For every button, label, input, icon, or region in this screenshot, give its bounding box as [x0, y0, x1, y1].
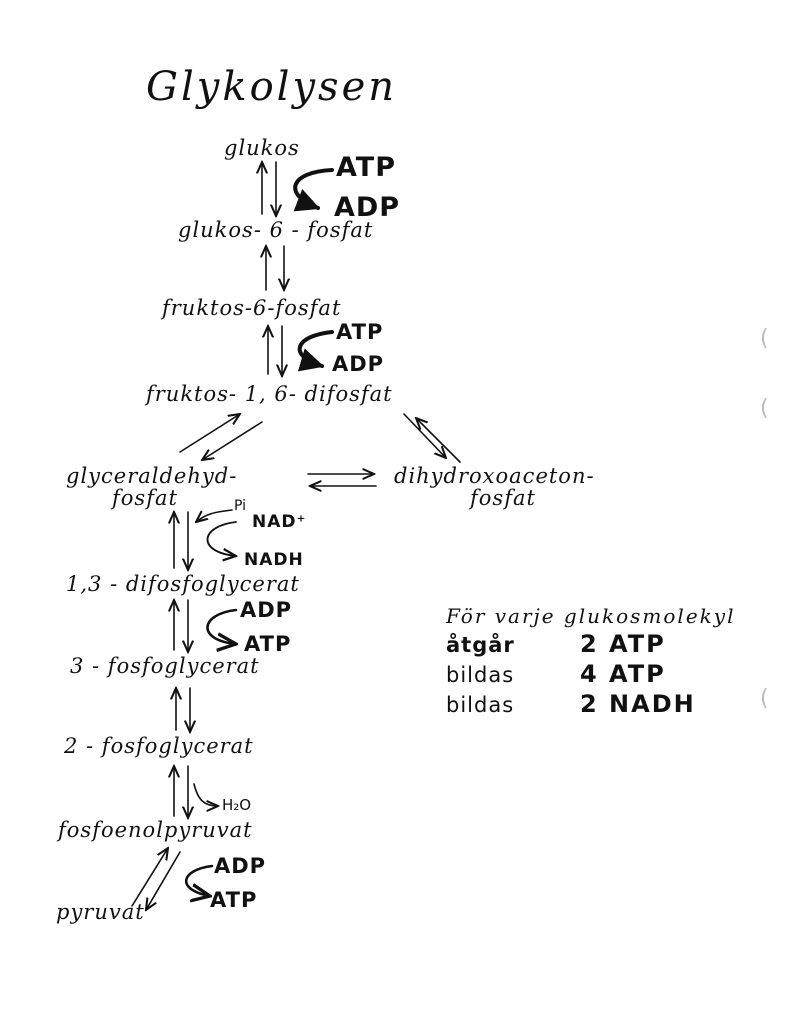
summary-row [446, 660, 735, 688]
arrow-split-right-a [404, 414, 446, 458]
metabolite-3-fosfoglycerat: 3 - fosfoglycerat [70, 654, 260, 678]
metabolite-glyceraldehyd-line2: fosfat [112, 486, 178, 510]
summary-verb: bildas [446, 693, 515, 717]
summary-quantity: 4 ATP [580, 660, 666, 688]
cofactor-atp-step3: ATP [336, 320, 384, 344]
summary-row [446, 690, 735, 718]
metabolite-2-fosfoglycerat: 2 - fosfoglycerat [64, 734, 254, 758]
metabolite-pyruvat: pyruvat [56, 900, 145, 924]
curve-step1-atp [295, 170, 332, 208]
metabolite-dihydroxiaceton-line2: fosfat [470, 486, 536, 510]
arrow-step10-b [146, 852, 180, 910]
summary-quantity: 2 ATP [580, 630, 666, 658]
metabolite-glyceraldehyd-line1: glyceraldehyd- [66, 464, 238, 488]
summary-verb: bildas [446, 663, 515, 687]
summary-box [446, 604, 735, 718]
page-title: Glykolysen [146, 64, 398, 110]
cofactor-atp-step10: ATP [210, 888, 258, 912]
cofactor-water: H₂O [222, 796, 252, 814]
metabolite-fruktos-6-fosfat: fruktos-6-fosfat [162, 296, 342, 320]
summary-verb: åtgår [446, 633, 515, 657]
curve-step7-adp [207, 610, 236, 644]
curve-step6-pi [196, 510, 232, 522]
cofactor-nad: NAD⁺ [252, 512, 307, 532]
arrow-split-left-b [202, 422, 262, 460]
metabolite-fosfoenolpyruvat: fosfoenolpyruvat [58, 818, 253, 842]
summary-row [446, 630, 735, 658]
arrow-split-right-b [416, 418, 460, 462]
metabolite-1-3-difosfoglycerat: 1,3 - difosfoglycerat [66, 572, 300, 596]
metabolite-glukos-6-fosfat: glukos- 6 - fosfat [178, 218, 374, 242]
curve-step10-adp [186, 866, 212, 896]
cofactor-adp-step7: ADP [240, 598, 293, 622]
cofactor-nadh: NADH [244, 550, 304, 570]
cofactor-atp-step7: ATP [244, 632, 292, 656]
punch-hole-mark: ( [760, 396, 769, 421]
cofactor-adp-step3: ADP [332, 352, 385, 376]
curve-step3-atp [300, 332, 332, 366]
arrow-split-left-a [180, 414, 240, 452]
metabolite-fruktos-1-6-difosfat: fruktos- 1, 6- difosfat [146, 382, 393, 406]
punch-hole-mark: ( [760, 686, 769, 711]
summary-heading: För varje glukosmolekyl [446, 604, 736, 628]
summary-quantity: 2 NADH [580, 690, 696, 718]
cofactor-pi: Pi [234, 498, 247, 514]
metabolite-glukos: glukos [224, 136, 300, 160]
curve-water [194, 784, 218, 806]
curve-step6-nad [207, 522, 236, 556]
metabolite-dihydroxiaceton-line1: dihydroxoaceton- [394, 464, 595, 488]
cofactor-adp-step10: ADP [214, 854, 267, 878]
punch-hole-mark: ( [760, 326, 769, 351]
cofactor-atp-step1: ATP [336, 152, 397, 183]
cofactor-adp-step1: ADP [334, 192, 401, 223]
arrow-step10-a [132, 848, 168, 906]
